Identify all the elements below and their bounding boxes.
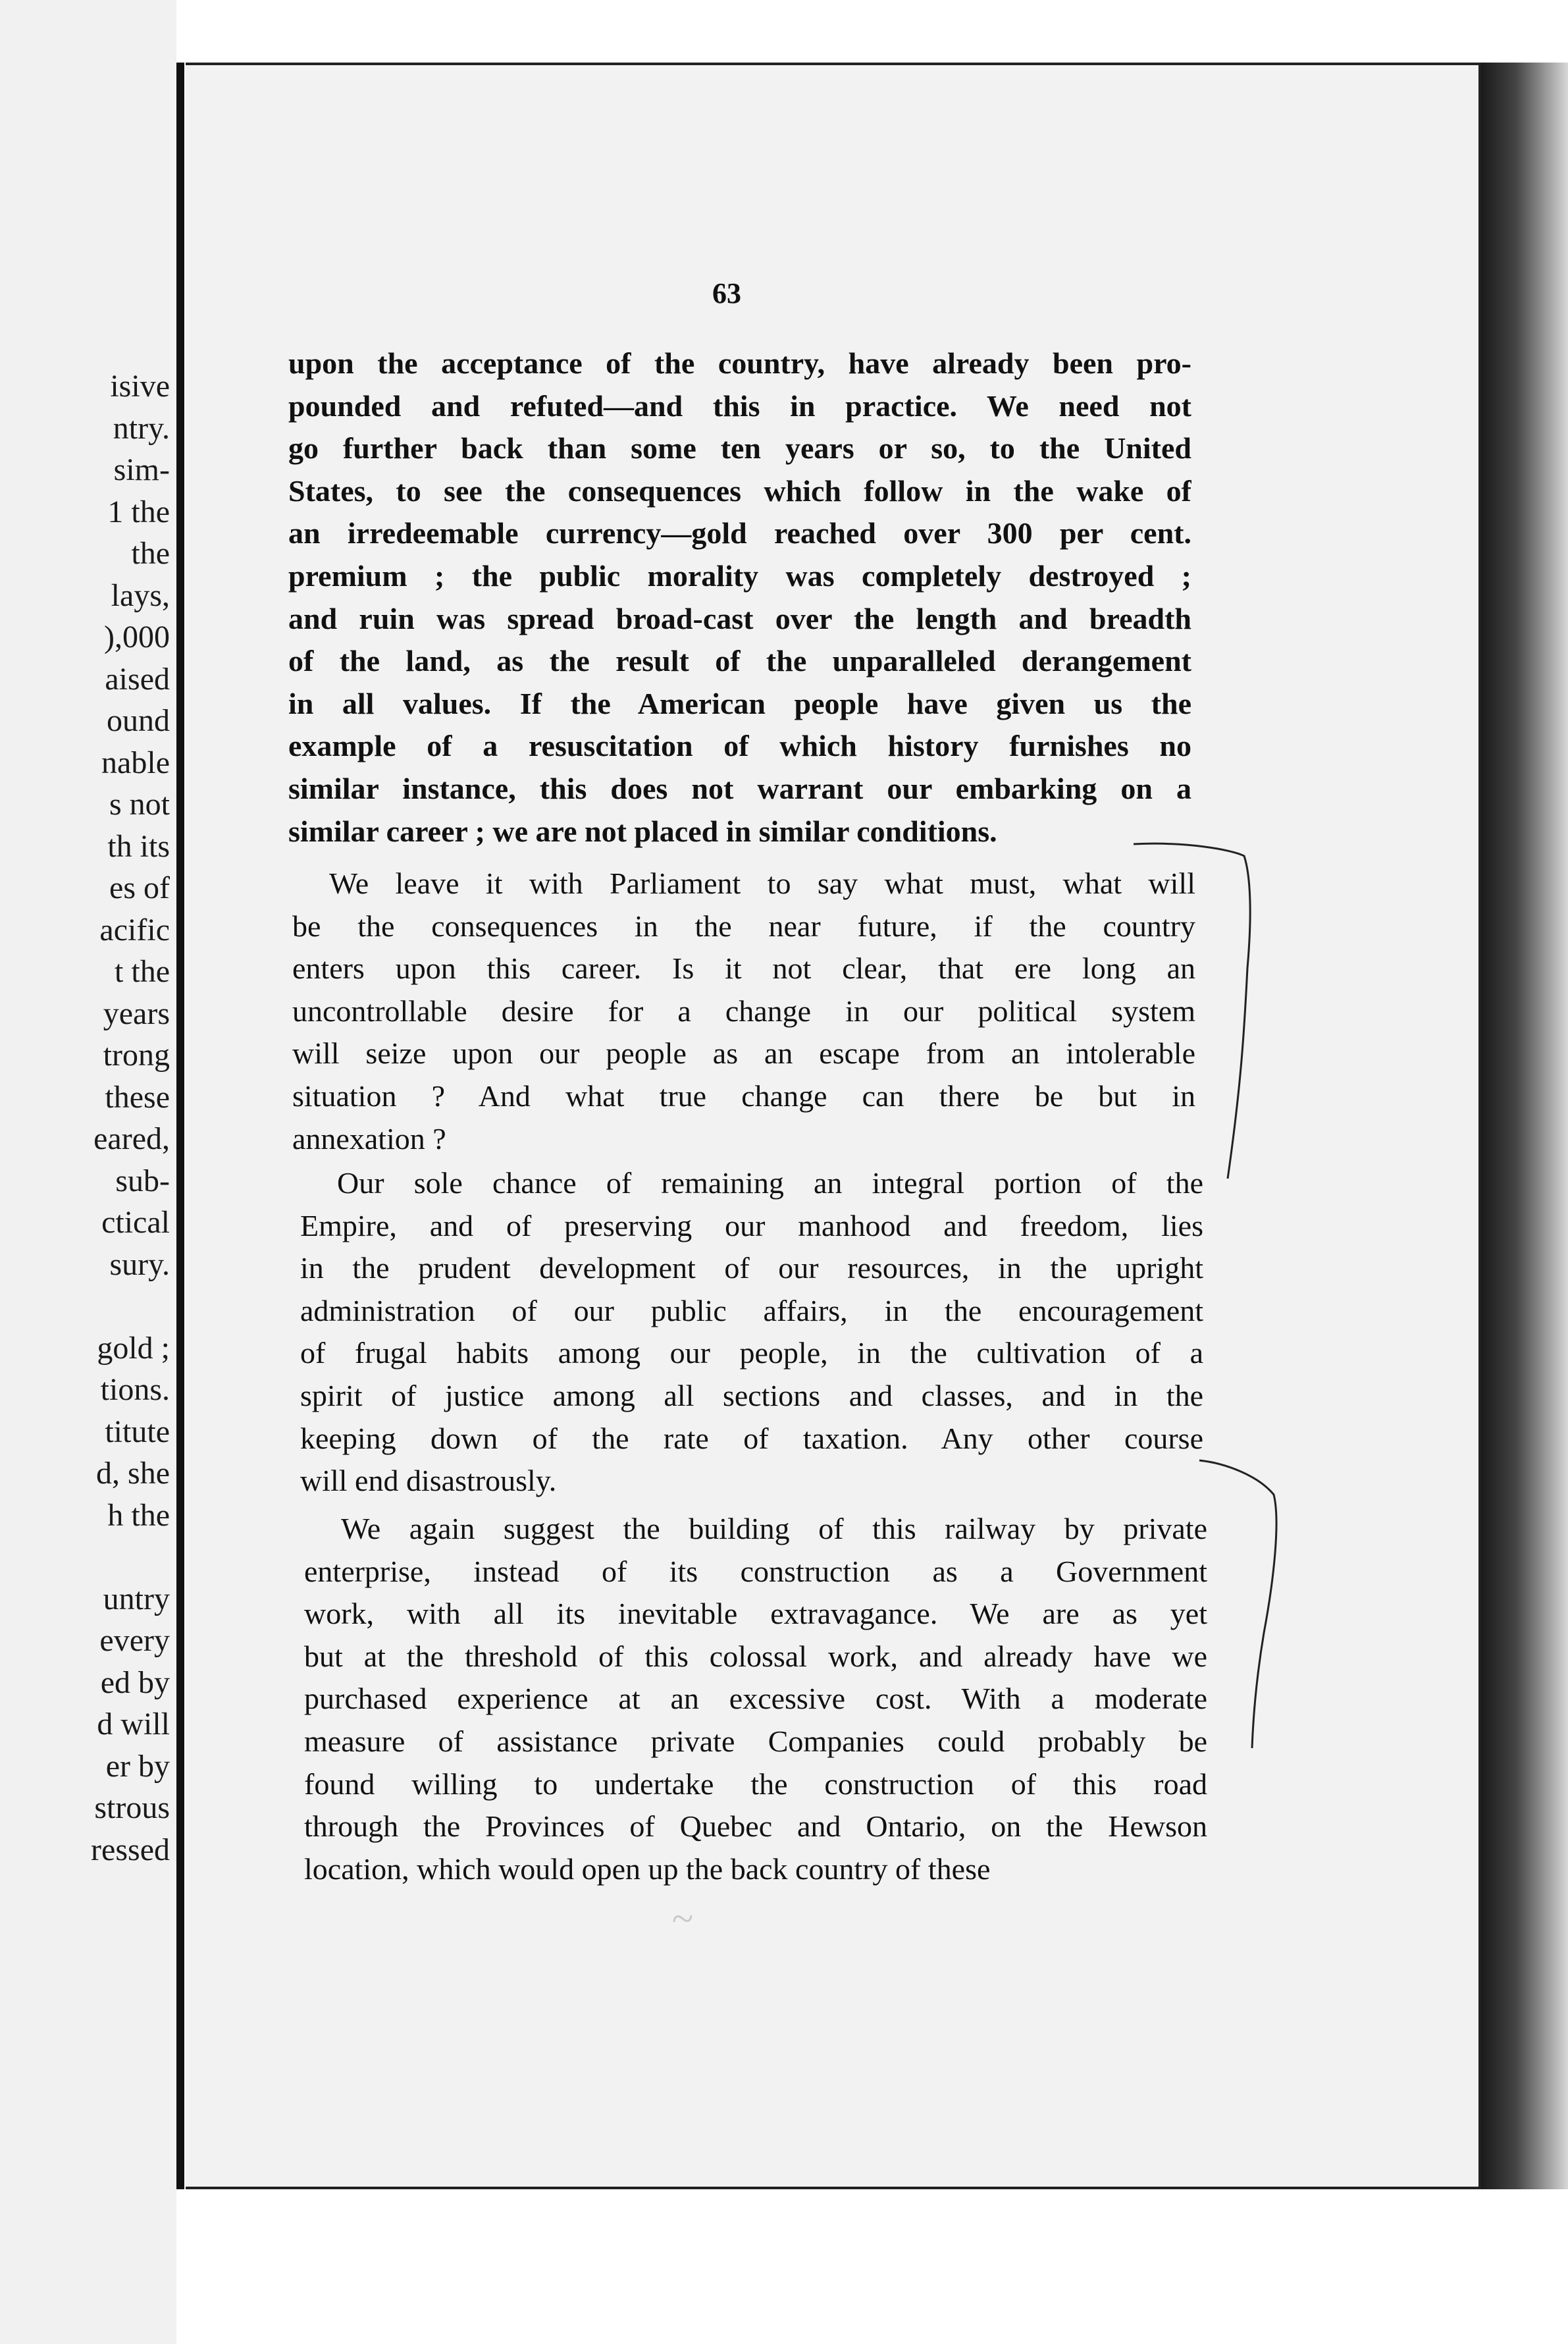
left-page-line: sury. [109, 1246, 170, 1282]
left-page-line: h the [107, 1497, 170, 1533]
text-line: similar career ; we are not placed in similar conditions. [288, 814, 997, 848]
left-page-line: aised [105, 661, 170, 697]
text-line: spirit of justice among all sections and classes, and in the [300, 1378, 1203, 1412]
text-line: We again suggest the building of this railway by private [341, 1512, 1207, 1545]
faint-handwriting-mark: ~ [671, 1897, 693, 1940]
left-page-line: ),000 [104, 620, 170, 654]
left-page-line: ressed [91, 1832, 170, 1867]
left-page-line: sub- [115, 1163, 170, 1198]
text-line: pounded and refuted—and this in practice. We need not [288, 388, 1191, 423]
text-line: found willing to undertake the construction of this road [304, 1767, 1207, 1801]
left-page-line: untry [103, 1581, 170, 1616]
text-line: in the prudent development of our resources, in the upright [300, 1251, 1203, 1285]
left-page-line: th its [107, 828, 170, 864]
text-line: an irredeemable currency—gold reached over 300 per cent. [288, 516, 1191, 550]
left-page-line: these [105, 1079, 170, 1115]
left-page-line: nable [101, 745, 170, 780]
left-page-line: tions. [100, 1372, 170, 1407]
text-line: but at the threshold of this colossal work, and already have we [304, 1639, 1207, 1673]
text-line: uncontrollable desire for a change in our political system [292, 994, 1195, 1028]
left-page-line: 1 the [107, 494, 170, 529]
text-line: in all values. If the American people have given us the [288, 686, 1191, 720]
paragraph-2 [292, 863, 1195, 1169]
margin-bracket-2 [1198, 1449, 1290, 1751]
text-line: purchased experience at an excessive cost. With a moderate [304, 1682, 1207, 1716]
left-page-line: ed by [100, 1665, 170, 1700]
left-page-line: t the [115, 954, 170, 989]
left-page-line: s not [109, 787, 170, 822]
gutter-line [176, 63, 184, 2189]
text-line: measure of assistance private Companies could probably be [304, 1724, 1207, 1758]
left-page-line: lays, [111, 577, 170, 613]
text-line: premium ; the public morality was completely destroyed ; [288, 558, 1191, 593]
text-line: Our sole chance of remaining an integral portion of the [337, 1166, 1203, 1200]
left-page-line: gold ; [97, 1330, 170, 1366]
text-line: States, to see the consequences which follow in the wake of [288, 473, 1191, 508]
text-line: keeping down of the rate of taxation. Any other course [300, 1421, 1203, 1455]
text-line: upon the acceptance of the country, have already been pro- [288, 346, 1191, 380]
left-page-line: trong [103, 1038, 170, 1073]
text-line: location, which would open up the back country of these [304, 1851, 991, 1886]
text-line: administration of our public affairs, in the encouragement [300, 1293, 1203, 1327]
left-page-line: es of [109, 870, 170, 905]
text-line: Empire, and of preserving our manhood and freedom, lies [300, 1208, 1203, 1242]
left-page-line: d will [97, 1707, 170, 1742]
left-page-line: the [131, 536, 170, 571]
text-line: situation ? And what true change can there be but in [292, 1079, 1195, 1113]
text-line: be the consequences in the near future, if the country [292, 909, 1195, 943]
left-page-line: eared, [93, 1121, 170, 1156]
left-page-line: er by [105, 1748, 170, 1784]
paragraph-3 [300, 1162, 1203, 1512]
left-page-line: sim- [113, 452, 170, 487]
left-page-fragment [0, 0, 176, 2344]
paragraph-1 [288, 342, 1191, 862]
left-page-line: years [103, 996, 170, 1031]
left-page-line: d, she [96, 1456, 170, 1491]
text-line: example of a resuscitation of which history furnishes no [288, 729, 1191, 763]
left-page-line: isive [110, 369, 170, 404]
margin-bracket-1 [1132, 836, 1264, 1192]
left-page-line: acific [99, 912, 170, 947]
text-line: work, with all its inevitable extravagance. We are as yet [304, 1597, 1207, 1631]
left-page-line: every [99, 1623, 170, 1658]
left-page-line: strous [94, 1790, 170, 1825]
text-line: go further back than some ten years or so, to the United [288, 431, 1191, 466]
text-line: will end disastrously. [300, 1464, 557, 1498]
text-line: annexation ? [292, 1121, 446, 1156]
text-line: enterprise, instead of its construction as a Government [304, 1554, 1207, 1588]
text-line: enters upon this career. Is it not clear, that ere long an [292, 951, 1195, 986]
text-line: of the land, as the result of the unparalleled derangement [288, 644, 1191, 678]
text-line: through the Provinces of Quebec and Ontario, on the Hewson [304, 1809, 1207, 1844]
paragraph-4 [304, 1508, 1207, 1900]
text-line: similar instance, this does not warrant our embarking on a [288, 771, 1191, 805]
page-number: 63 [712, 277, 741, 309]
left-page-line: titute [105, 1414, 170, 1449]
page-edge-shadow [1481, 63, 1568, 2189]
left-page-line: ctical [101, 1205, 170, 1240]
text-line: and ruin was spread broad-cast over the length and breadth [288, 601, 1191, 635]
left-page-line: ntry. [113, 410, 170, 446]
text-line: of frugal habits among our people, in the cultivation of a [300, 1336, 1203, 1370]
left-page-line: ound [107, 703, 170, 738]
text-line: will seize upon our people as an escape from an intolerable [292, 1036, 1195, 1071]
text-line: We leave it with Parliament to say what must, what will [329, 866, 1195, 900]
